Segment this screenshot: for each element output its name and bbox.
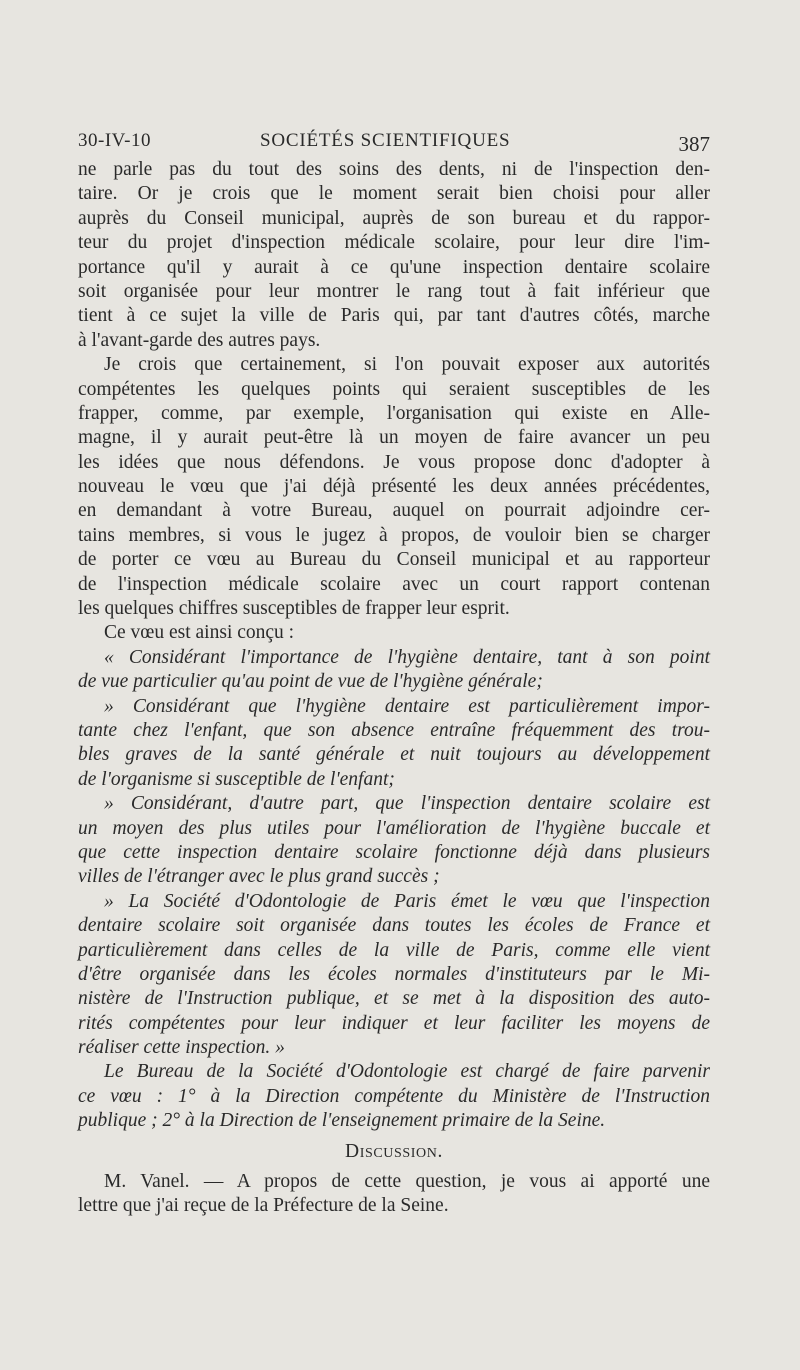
text-line: de porter ce vœu au Bureau du Conseil municipal et au rapporteur: [78, 549, 710, 571]
text-line: « Considérant l'importance de l'hygiène dentaire, tant à son point: [104, 646, 710, 668]
text-line: ce vœu : 1° à la Direction compétente du Ministère de l'Instruction: [78, 1085, 710, 1107]
text-line: de vue particulier qu'au point de vue de l'hygiène générale;: [78, 671, 543, 693]
text-line: frapper, comme, par exemple, l'organisation qui existe en Alle-: [78, 402, 710, 424]
text-line: villes de l'étranger avec le plus grand succès ;: [78, 866, 440, 888]
text-line: auprès du Conseil municipal, auprès de son bureau et du rappor-: [78, 207, 710, 229]
text-line: particulièrement dans celles de la ville de Paris, comme elle vient: [78, 939, 710, 961]
text-line: » Considérant, d'autre part, que l'inspection dentaire scolaire est: [104, 793, 710, 815]
text-line: bles graves de la santé générale et nuit toujours au développement: [78, 744, 710, 766]
text-line: rités compétentes pour leur indiquer et leur faciliter les moyens de: [78, 1012, 710, 1034]
text-line: nouveau le vœu que j'ai déjà présenté les deux années précédentes,: [78, 476, 710, 498]
text-line: nistère de l'Instruction publique, et se met à la disposition des auto-: [78, 988, 710, 1010]
text-line: M. Vanel. — A propos de cette question, je vous ai apporté une: [104, 1171, 710, 1193]
text-line: les quelques chiffres susceptibles de frapper leur esprit.: [78, 598, 510, 620]
text-line: compétentes les quelques points qui seraient susceptibles de les: [78, 378, 710, 400]
text-line: que cette inspection dentaire scolaire fonctionne déjà dans plusieurs: [78, 841, 710, 863]
body-text: [78, 158, 710, 1219]
text-line: Le Bureau de la Société d'Odontologie est chargé de faire parvenir: [104, 1061, 710, 1083]
running-title: SOCIÉTÉS SCIENTIFIQUES: [260, 130, 511, 151]
text-line: en demandant à votre Bureau, auquel on pourrait adjoindre cer-: [78, 500, 710, 522]
text-line: » Considérant que l'hygiène dentaire est particulièrement impor-: [104, 695, 710, 717]
text-line: un moyen des plus utiles pour l'amélioration de l'hygiène buccale et: [78, 817, 710, 839]
text-line: taire. Or je crois que le moment serait bien choisi pour aller: [78, 183, 710, 205]
text-line: à l'avant-garde des autres pays.: [78, 329, 321, 351]
text-line: tient à ce sujet la ville de Paris qui, par tant d'autres côtés, marche: [78, 305, 710, 327]
text-line: publique ; 2° à la Direction de l'enseignement primaire de la Seine.: [78, 1110, 606, 1132]
page-header: [78, 130, 710, 154]
text-line: tante chez l'enfant, que son absence entraîne fréquemment des trou-: [78, 719, 710, 741]
text-line: magne, il y aurait peut-être là un moyen de faire avancer un peu: [78, 427, 710, 449]
text-line: teur du projet d'inspection médicale scolaire, pour leur dire l'im-: [78, 232, 710, 254]
text-line: portance qu'il y aurait à ce qu'une inspection dentaire scolaire: [78, 256, 710, 278]
text-line: tains membres, si vous le jugez à propos, de vouloir bien se charger: [78, 524, 710, 546]
page-number: 387: [678, 132, 710, 156]
text-line: de l'inspection médicale scolaire avec un court rapport contenan: [78, 573, 710, 595]
text-line: » La Société d'Odontologie de Paris émet le vœu que l'inspection: [104, 890, 710, 912]
text-line: lettre que j'ai reçue de la Préfecture de la Seine.: [78, 1195, 449, 1217]
section-heading: Discussion.: [345, 1140, 443, 1162]
text-line: réaliser cette inspection. »: [78, 1037, 285, 1059]
text-line: soit organisée pour leur montrer le rang tout à fait inférieur que: [78, 280, 710, 302]
text-line: de l'organisme si susceptible de l'enfant;: [78, 768, 395, 790]
text-line: Je crois que certainement, si l'on pouvait exposer aux autorités: [104, 354, 710, 376]
text-line: Ce vœu est ainsi conçu :: [104, 622, 295, 644]
text-line: les idées que nous défendons. Je vous propose donc d'adopter à: [78, 451, 710, 473]
text-line: ne parle pas du tout des soins des dents, ni de l'inspection den-: [78, 159, 710, 180]
text-line: d'être organisée dans les écoles normales d'instituteurs par le Mi-: [78, 963, 710, 985]
text-line: dentaire scolaire soit organisée dans toutes les écoles de France et: [78, 915, 710, 937]
header-date: 30-IV-10: [78, 130, 151, 151]
